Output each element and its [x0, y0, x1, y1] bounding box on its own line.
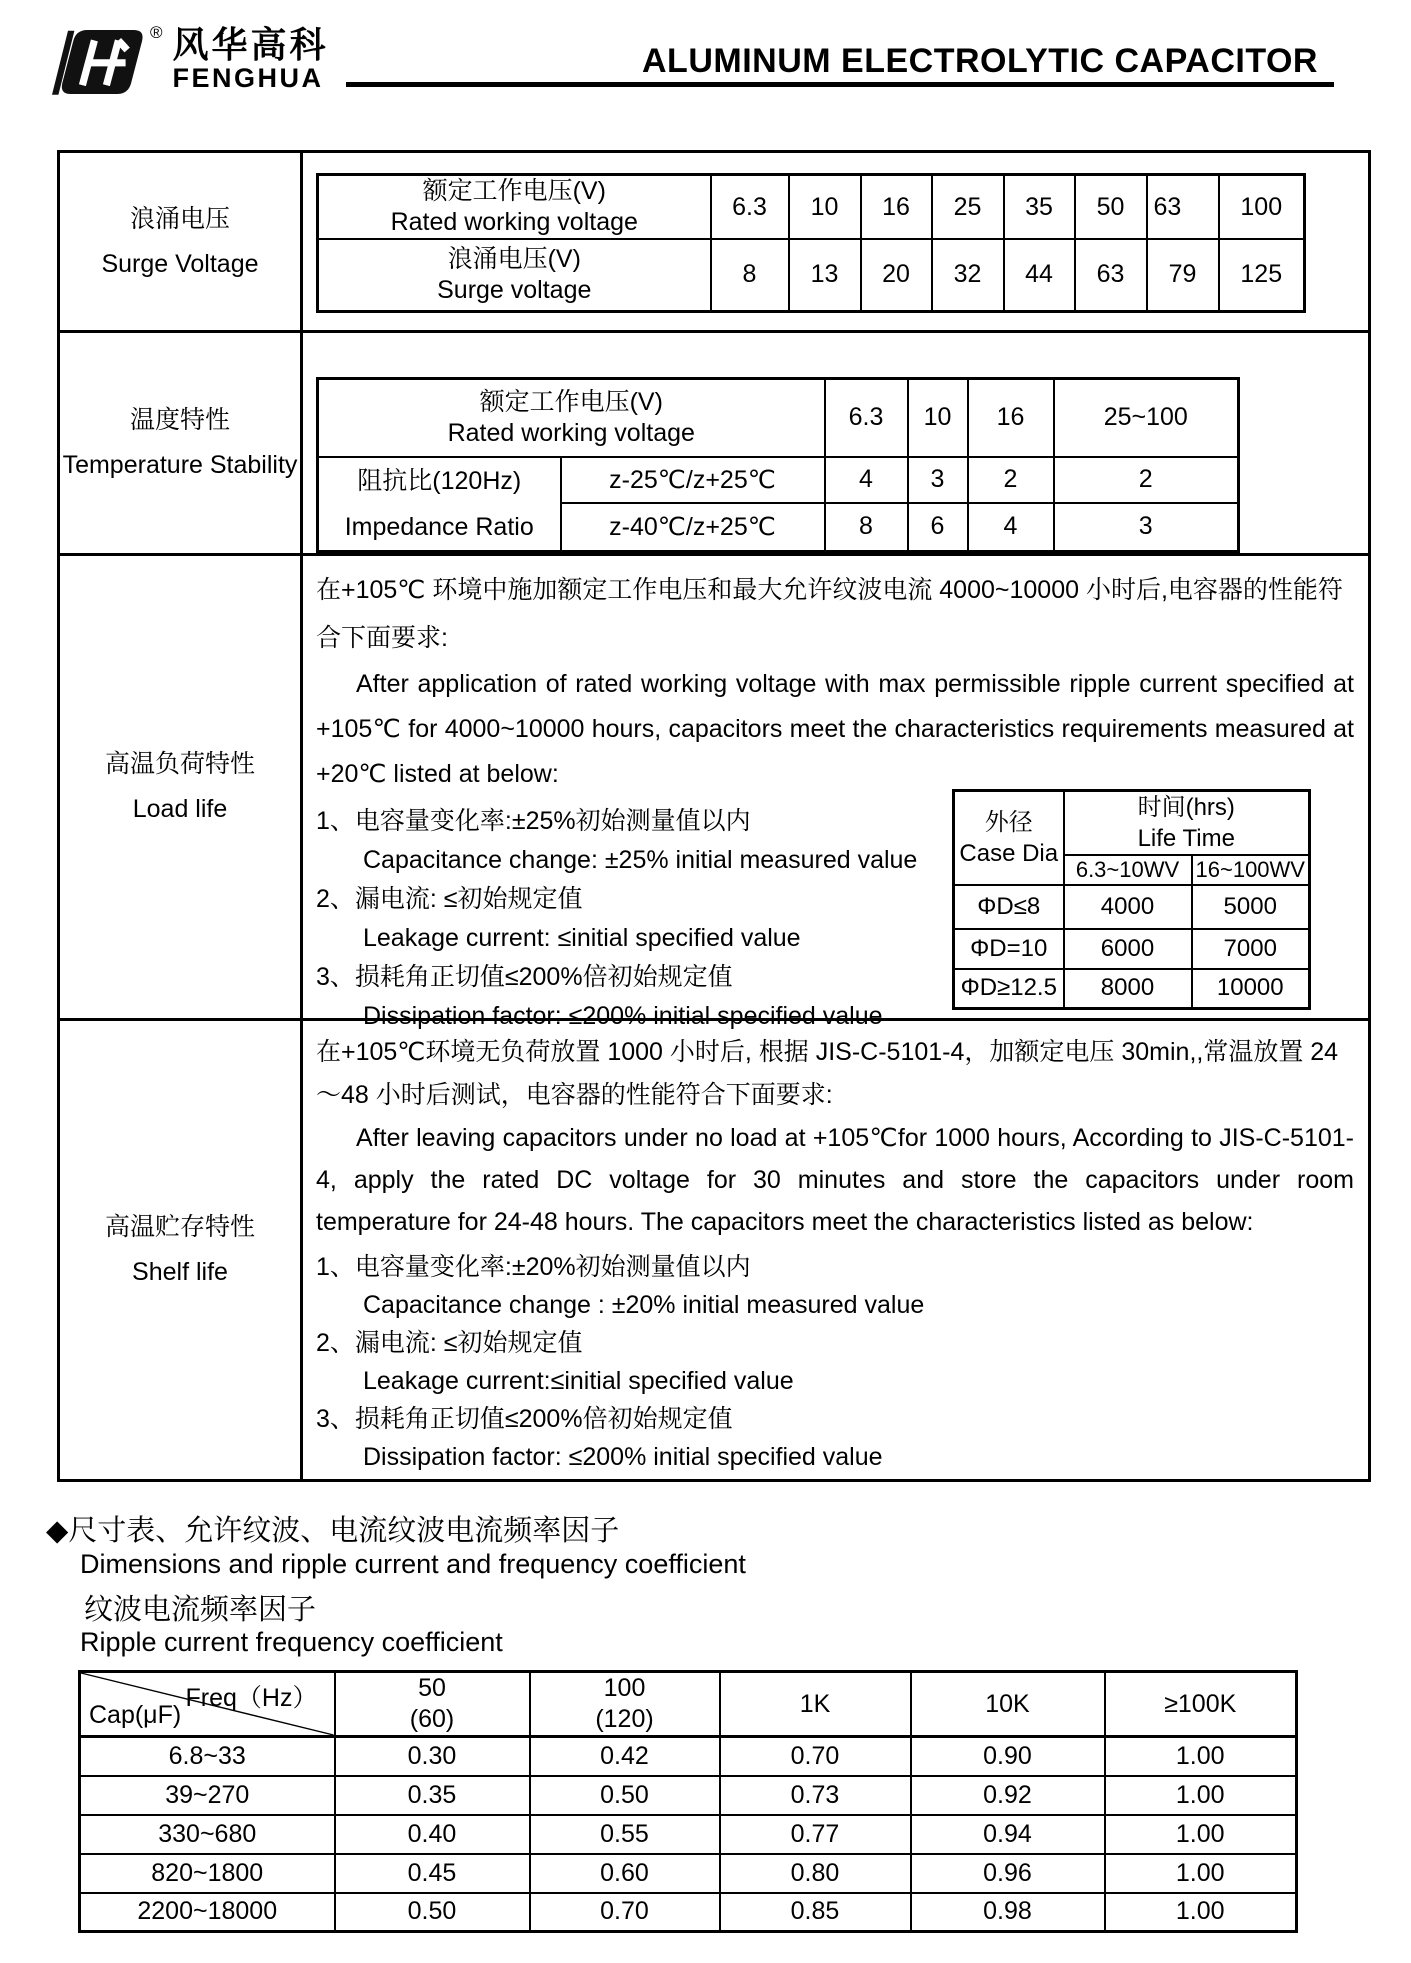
coefficient: 0.77	[720, 1815, 911, 1854]
header-divider	[346, 82, 1334, 87]
surge-voltage-label	[59, 152, 302, 332]
load-life-label	[59, 554, 302, 1019]
imp-value: 6	[908, 503, 968, 551]
freq-cap-corner-header	[80, 1672, 335, 1737]
load-item-en: Dissipation factor: ≤200% initial specified value	[363, 1001, 883, 1030]
freq-col-50	[335, 1672, 530, 1737]
surge-voltage-value: 125	[1219, 239, 1305, 311]
surge-voltage-row-header-cn: 浪涌电压(V)	[447, 244, 581, 273]
rated-voltage-header-en: Rated working voltage	[390, 208, 638, 236]
surge-voltage-row-header	[318, 239, 711, 311]
rated-voltage-value: 50	[1075, 175, 1147, 240]
brand-name-cn: 风华高科	[172, 24, 329, 65]
life-hours: 4000	[1064, 885, 1192, 929]
coefficient: 0.42	[530, 1737, 720, 1776]
temperature-stability-cell	[302, 332, 1370, 555]
life-case-dia: ΦD≤8	[954, 885, 1064, 929]
shelf-life-requirements	[316, 1248, 1368, 1476]
coefficient: 0.90	[911, 1737, 1105, 1776]
load-item-cn: 1、电容量变化率:±25%初始测量值以内	[316, 806, 751, 835]
life-time-header-en: Life Time	[1137, 824, 1235, 852]
life-col-63-10wv: 6.3~10WV	[1064, 855, 1192, 885]
coefficient: 0.40	[335, 1815, 530, 1854]
registered-trademark-icon: ®	[150, 23, 163, 42]
freq-col-line1: 100	[603, 1674, 646, 1702]
dimensions-section-heading-cn: ◆尺寸表、允许纹波、电流纹波电流频率因子	[46, 1515, 620, 1547]
cap-range: 39~270	[80, 1776, 335, 1815]
imp-value: 4	[825, 457, 908, 503]
load-life-intro-en: After application of rated working voltage with max permissible ripple current specified at +105℃ for 4000~10000 hours, capacitors meet the characteristics requirements measured at +20℃ listed at below:	[316, 669, 1354, 788]
life-hours: 10000	[1192, 969, 1310, 1009]
life-hours: 6000	[1064, 929, 1192, 969]
life-case-dia: ΦD≥12.5	[954, 969, 1064, 1009]
freq-col-line1: 50	[418, 1674, 446, 1702]
shelf-item-en: Leakage current:≤initial specified value	[363, 1366, 794, 1395]
surge-voltage-cell	[302, 152, 1370, 332]
shelf-life-intro-en: After leaving capacitors under no load at +105℃for 1000 hours, According to JIS-C-5101-4, apply the rated DC voltage for 30 minutes and store the capacitors under room temperature for 24-48 hours. The capacitors meet the characteristics listed as below:	[316, 1123, 1354, 1236]
load-item-cn: 2、漏电流: ≤初始规定值	[316, 884, 583, 913]
coefficient: 0.50	[530, 1776, 720, 1815]
impedance-ratio-table	[316, 377, 1240, 553]
coefficient: 0.45	[335, 1854, 530, 1893]
life-case-dia: ΦD=10	[954, 929, 1064, 969]
surge-voltage-label-cn: 浪涌电压	[129, 204, 230, 233]
ripple-row	[80, 1893, 1297, 1932]
imp-value: 8	[825, 503, 908, 551]
case-dia-header	[954, 790, 1064, 885]
freq-col-line2: (120)	[595, 1705, 654, 1733]
rated-voltage-value: 16	[861, 175, 932, 240]
brand-logo	[52, 23, 329, 98]
coefficient: 0.80	[720, 1854, 911, 1893]
shelf-life-label-en: Shelf life	[132, 1257, 228, 1286]
cap-range: 820~1800	[80, 1854, 335, 1893]
load-item-en: Leakage current: ≤initial specified value	[363, 923, 801, 952]
shelf-life-label-cn: 高温贮存特性	[104, 1212, 255, 1241]
load-life-cell	[302, 554, 1370, 1030]
case-dia-header-en: Case Dia	[959, 839, 1059, 867]
life-time-header	[1064, 790, 1310, 855]
imp-condition: z-40℃/z+25℃	[561, 503, 825, 551]
coefficient: 0.60	[530, 1854, 720, 1893]
surge-voltage-value: 44	[1004, 239, 1075, 311]
imp-value: 4	[968, 503, 1054, 551]
ripple-coefficient-subheading-cn: 纹波电流频率因子	[84, 1594, 317, 1626]
coefficient: 0.70	[530, 1893, 720, 1932]
page-title: ALUMINUM ELECTROLYTIC CAPACITOR	[642, 42, 1318, 80]
brand-name-en: FENGHUA	[172, 63, 324, 93]
rated-voltage-value: 6.3	[711, 175, 789, 240]
ripple-row	[80, 1815, 1297, 1854]
rated-voltage-value: 63	[1147, 175, 1219, 240]
life-hours: 8000	[1064, 969, 1192, 1009]
load-life-label-cn: 高温负荷特性	[104, 749, 255, 778]
imp-voltage-col: 25~100	[1054, 379, 1239, 457]
temperature-stability-label	[59, 332, 302, 555]
surge-voltage-row-header-en: Surge voltage	[437, 275, 592, 304]
brand-name	[173, 26, 329, 92]
life-hours: 7000	[1192, 929, 1310, 969]
life-time-header-cn: 时间(hrs)	[1137, 793, 1235, 821]
shelf-life-cell	[302, 1019, 1370, 1480]
freq-col-line2: (60)	[409, 1705, 455, 1733]
fenghua-logo-icon	[52, 26, 148, 98]
impedance-ratio-header-cn: 阻抗比(120Hz)	[357, 466, 522, 495]
load-item-en: Capacitance change: ±25% initial measured value	[363, 845, 918, 874]
rated-voltage-header	[318, 175, 711, 240]
case-dia-header-cn: 外径	[984, 808, 1033, 836]
freq-header: Freq（Hz）	[185, 1684, 318, 1712]
imp-value: 2	[1054, 457, 1239, 503]
coefficient: 1.00	[1105, 1737, 1297, 1776]
ripple-frequency-table	[78, 1670, 1298, 1933]
coefficient: 0.73	[720, 1776, 911, 1815]
load-life-content	[303, 566, 1368, 1030]
rated-voltage-value: 10	[789, 175, 861, 240]
imp-voltage-col: 10	[908, 379, 968, 457]
freq-col-10k: 10K	[911, 1672, 1105, 1737]
imp-condition: z-25℃/z+25℃	[561, 457, 825, 503]
imp-rated-voltage-header	[318, 379, 825, 457]
shelf-item-en: Dissipation factor: ≤200% initial specified value	[363, 1442, 883, 1471]
coefficient: 0.85	[720, 1893, 911, 1932]
coefficient: 0.50	[335, 1893, 530, 1932]
shelf-life-label	[59, 1019, 302, 1480]
surge-voltage-value: 63	[1075, 239, 1147, 311]
freq-col-100k: ≥100K	[1105, 1672, 1297, 1737]
imp-rated-voltage-header-cn: 额定工作电压(V)	[479, 387, 663, 416]
shelf-life-intro-cn: 在+105℃环境无负荷放置 1000 小时后, 根据 JIS-C-5101-4，加额定电压 30min,,常温放置 24～48 小时后测试，电容器的性能符合下面要求:	[316, 1037, 1339, 1109]
surge-voltage-value: 8	[711, 239, 789, 311]
coefficient: 1.00	[1105, 1893, 1297, 1932]
surge-voltage-table	[316, 173, 1306, 313]
cap-range: 6.8~33	[80, 1737, 335, 1776]
imp-voltage-col: 6.3	[825, 379, 908, 457]
load-life-intro-cn: 在+105℃ 环境中施加额定工作电压和最大允许纹波电流 4000~10000 小时后,电容器的性能符合下面要求:	[316, 575, 1343, 652]
imp-value: 3	[1054, 503, 1239, 551]
shelf-item-cn: 2、漏电流: ≤初始规定值	[316, 1328, 583, 1357]
load-life-label-en: Load life	[132, 794, 228, 823]
characteristics-table	[57, 150, 1371, 1482]
surge-voltage-value: 20	[861, 239, 932, 311]
ripple-row	[80, 1737, 1297, 1776]
coefficient: 0.35	[335, 1776, 530, 1815]
coefficient: 0.92	[911, 1776, 1105, 1815]
load-life-requirements	[316, 802, 936, 1036]
life-hours: 5000	[1192, 885, 1310, 929]
coefficient: 0.70	[720, 1737, 911, 1776]
impedance-ratio-header-en: Impedance Ratio	[344, 512, 534, 541]
rated-voltage-header-cn: 额定工作电压(V)	[422, 177, 606, 205]
load-item-cn: 3、损耗角正切值≤200%倍初始规定值	[316, 962, 733, 991]
rated-voltage-value: 25	[932, 175, 1004, 240]
temperature-stability-label-cn: 温度特性	[129, 405, 230, 434]
surge-voltage-label-en: Surge Voltage	[101, 249, 259, 278]
imp-value: 3	[908, 457, 968, 503]
impedance-ratio-header	[318, 457, 561, 552]
coefficient: 1.00	[1105, 1854, 1297, 1893]
cap-header: Cap(μF)	[89, 1701, 182, 1729]
life-time-table	[952, 789, 1311, 1011]
cap-range: 2200~18000	[80, 1893, 335, 1932]
imp-value: 2	[968, 457, 1054, 503]
freq-col-100	[530, 1672, 720, 1737]
shelf-item-cn: 1、电容量变化率:±20%初始测量值以内	[316, 1252, 751, 1281]
imp-voltage-col: 16	[968, 379, 1054, 457]
shelf-item-en: Capacitance change : ±20% initial measured value	[363, 1290, 925, 1319]
coefficient: 0.30	[335, 1737, 530, 1776]
cap-range: 330~680	[80, 1815, 335, 1854]
imp-rated-voltage-header-en: Rated working voltage	[447, 418, 695, 447]
coefficient: 0.94	[911, 1815, 1105, 1854]
coefficient: 0.96	[911, 1854, 1105, 1893]
dimensions-section-heading-en: Dimensions and ripple current and frequency coefficient	[80, 1549, 746, 1579]
temperature-stability-label-en: Temperature Stability	[62, 450, 298, 479]
ripple-coefficient-subheading-en: Ripple current frequency coefficient	[80, 1627, 503, 1657]
coefficient: 1.00	[1105, 1815, 1297, 1854]
shelf-life-content	[303, 1031, 1368, 1479]
surge-voltage-value: 79	[1147, 239, 1219, 311]
shelf-item-cn: 3、损耗角正切值≤200%倍初始规定值	[316, 1404, 733, 1433]
ripple-row	[80, 1854, 1297, 1893]
life-col-16-100wv: 16~100WV	[1192, 855, 1310, 885]
rated-voltage-value: 35	[1004, 175, 1075, 240]
coefficient: 0.98	[911, 1893, 1105, 1932]
ripple-row	[80, 1776, 1297, 1815]
freq-col-1k: 1K	[720, 1672, 911, 1737]
surge-voltage-value: 13	[789, 239, 861, 311]
rated-voltage-value: 100	[1219, 175, 1305, 240]
surge-voltage-value: 32	[932, 239, 1004, 311]
coefficient: 1.00	[1105, 1776, 1297, 1815]
coefficient: 0.55	[530, 1815, 720, 1854]
